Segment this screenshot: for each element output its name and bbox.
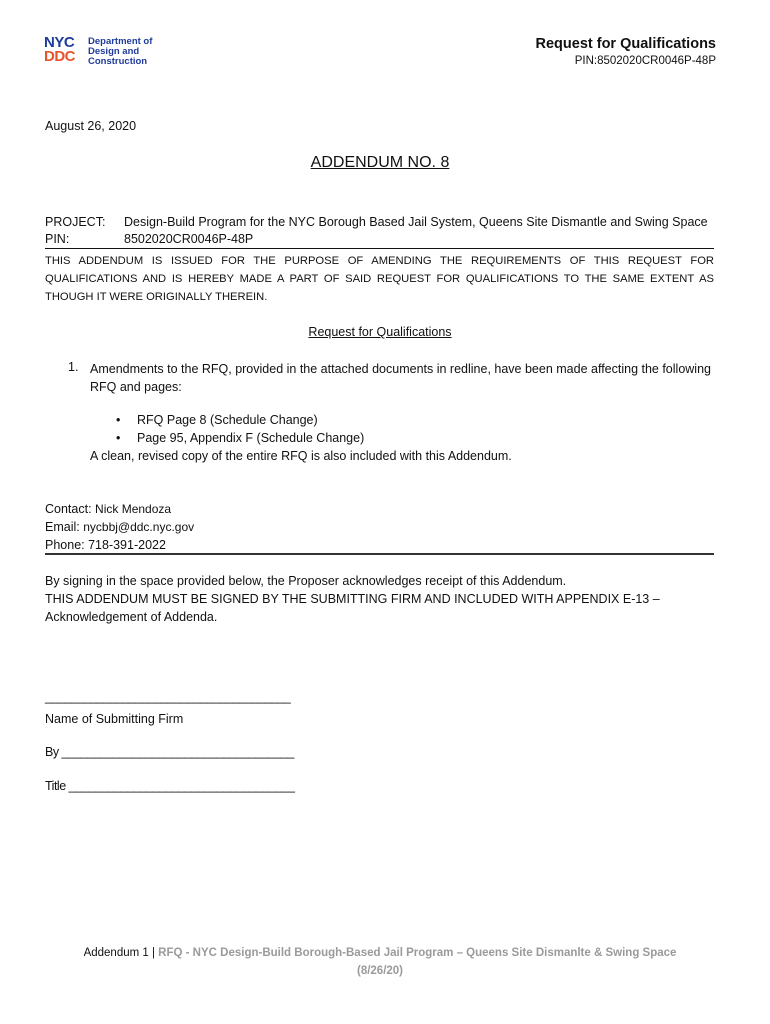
acknowledgement-line-1: By signing in the space provided below, the Proposer acknowledges receipt of this Addendum. [45,574,567,588]
project-label: PROJECT: [45,215,106,229]
pin-value: 8502020CR0046P-48P [124,232,254,246]
contact-value: Nick Mendoza [95,502,172,516]
email-row [45,518,194,536]
acknowledgement-line-2: THIS ADDENDUM MUST BE SIGNED BY THE SUBMITTING FIRM AND INCLUDED WITH APPENDIX E-13 – Acknowledgement of Addenda. [45,592,660,624]
section-heading: Request for Qualifications [308,325,452,339]
intro-paragraph: THIS ADDENDUM IS ISSUED FOR THE PURPOSE OF AMENDING THE REQUIREMENTS OF THIS REQUEST FOR QUALIFICATIONS AND IS HEREBY MADE A PART OF SAID REQUEST FOR QUALIFICATIONS TO THE SAME EXTENT AS THOUGH IT WERE ORIGINALLY THEREIN. [45,255,714,303]
contact-label: Contact: [45,502,92,516]
contact-row [45,500,194,518]
project-labels [45,214,105,248]
acknowledgement-block [45,572,720,626]
header-title: Request for Qualifications [535,36,716,52]
firm-signature-line[interactable]: ______________________________________ [45,690,291,704]
email-label: Email: [45,520,80,534]
page-footer [0,944,760,980]
footer-page-label: Addendum 1 | [83,947,155,959]
logo-agency-name [88,37,152,67]
footer-date: (8/26/20) [356,965,404,977]
bullet-icon: • [116,413,121,427]
bullet-icon: • [116,431,121,445]
title-signature-line[interactable]: Title ___________________________________ [45,779,295,793]
logo-line-3: Construction [88,56,148,67]
addendum-title: ADDENDUM NO. 8 [310,154,450,171]
revised-copy-note: A clean, revised copy of the entire RFQ is also included with this Addendum. [90,449,512,463]
firm-name-label: Name of Submitting Firm [45,712,184,726]
header-pin: PIN:8502020CR0046P-48P [574,55,716,67]
logo-line-1: Department of [88,36,153,47]
bullet-list [116,411,364,447]
pin-label: PIN: [45,232,70,246]
divider-top [45,248,714,249]
phone-row: Phone: 718-391-2022 [45,538,166,552]
logo-nyc-text: NYC [44,34,75,51]
document-date: August 26, 2020 [45,119,137,133]
item-number: 1. [68,360,79,374]
list-item [116,411,364,429]
logo-ddc-text: DDC [44,48,75,65]
ddc-logo [44,36,174,70]
list-item [116,429,364,447]
footer-line [0,944,760,962]
contact-block [45,500,194,554]
list-item-text: RFQ Page 8 (Schedule Change) [137,413,318,427]
by-signature-line[interactable]: By ____________________________________ [45,745,294,759]
logo-line-2: Design and [88,46,140,57]
item-text: Amendments to the RFQ, provided in the attached documents in redline, have been made affecting the following RFQ and pages: [90,362,711,394]
footer-text: RFQ - NYC Design-Build Borough-Based Jail Program – Queens Site Dismanlte & Swing Space [154,947,677,959]
divider-bottom [45,553,714,555]
project-values [124,214,708,248]
project-value: Design-Build Program for the NYC Borough Based Jail System, Queens Site Dismantle and Swing Space [124,215,708,229]
list-item-text: Page 95, Appendix F (Schedule Change) [137,431,365,445]
email-value: nycbbj@ddc.nyc.gov [83,520,195,534]
